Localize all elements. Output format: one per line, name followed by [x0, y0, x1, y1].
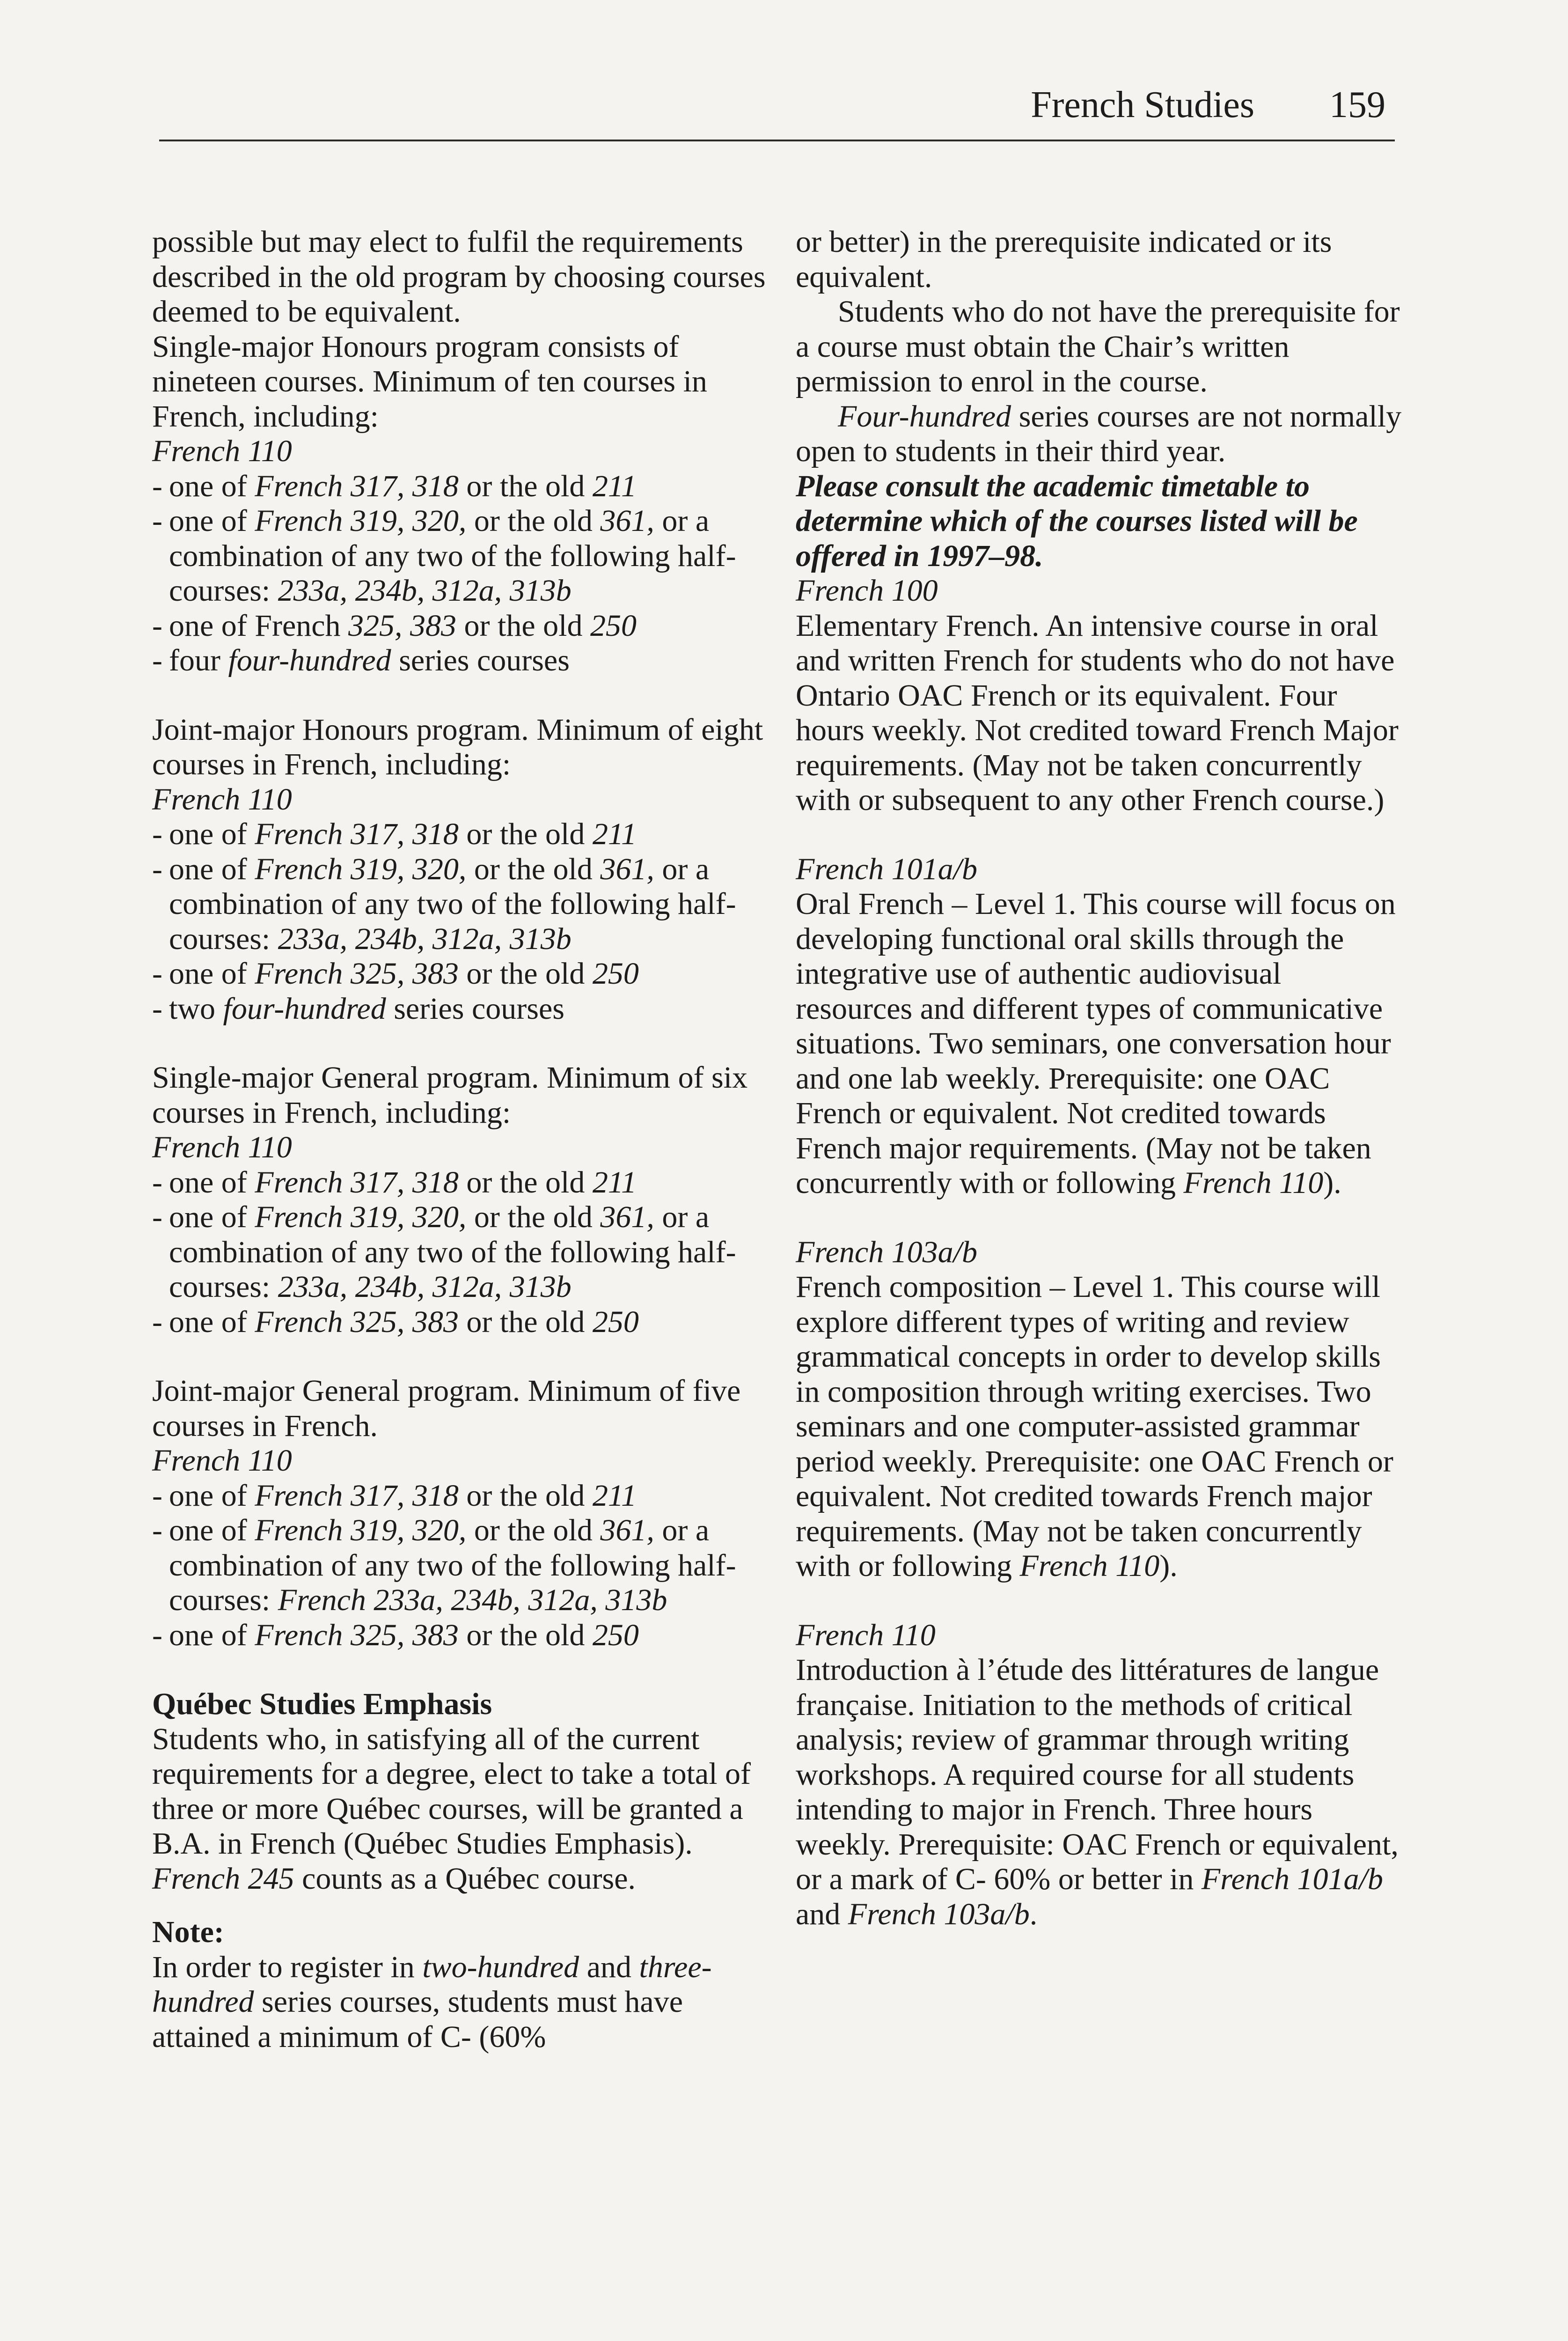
program-intro: Single-major Honours program consists of nineteen courses. Minimum of ten courses in French, including: [152, 329, 707, 434]
note-section [152, 1915, 775, 2054]
running-head: French Studies [1031, 84, 1254, 125]
quebec-paragraph: Students who, in satisfying all of the current requirements for a degree, elect to take a total of three or more Québec courses, will be granted a B.A. in French (Québec Studies Emphasis). French 245 counts as a Québec course. [152, 1722, 751, 1896]
section-heading: Note: [152, 1915, 224, 1949]
course-entry [796, 852, 1404, 1201]
program-first-course: French 110 [152, 1443, 292, 1478]
quebec-section [152, 1687, 775, 1896]
course-code: French 101a/b [796, 852, 977, 886]
course-entry [796, 1235, 1404, 1584]
program-first-course: French 110 [152, 782, 292, 817]
list-item: - one of French 319, 320, or the old 361, or a combination of any two of the following half-courses: French 233a, 234b, 312a, 313b [152, 1513, 775, 1618]
program-intro: Single-major General program. Minimum of six courses in French, including: [152, 1060, 748, 1130]
program-joint-honours [152, 713, 775, 1027]
program-single-honours [152, 330, 775, 678]
requirement-list [152, 1165, 775, 1340]
course-description: French composition – Level 1. This course will explore different types of writing and review grammatical concepts in order to develop skills in composition through writing exercises. Two seminars and one computer-assisted grammar period weekly. Prerequisite: one OAC French or equivalent. Not credited towards French major requirements. (May not be taken concurrently with or following French 110). [796, 1270, 1393, 1583]
list-item: - one of French 317, 318 or the old 211 [152, 1479, 775, 1514]
note-paragraph: Students who do not have the prerequisite for a course must obtain the Chair’s written permission to enrol in the course. [796, 294, 1400, 398]
requirement-list [152, 469, 775, 678]
section-heading: Québec Studies Emphasis [152, 1687, 492, 1721]
continuation-paragraph: possible but may elect to fulfil the requirements described in the old program by choosing courses deemed to be equivalent. [152, 225, 766, 329]
right-column [796, 225, 1404, 1932]
list-item: - one of French 325, 383 or the old 250 [152, 957, 775, 992]
program-intro: Joint-major General program. Minimum of five courses in French. [152, 1374, 741, 1443]
course-code: French 110 [796, 1618, 936, 1652]
list-item: - four four-hundred series courses [152, 643, 775, 678]
program-intro: Joint-major Honours program. Minimum of eight courses in French, including: [152, 712, 763, 781]
list-item: - two four-hundred series courses [152, 992, 775, 1027]
course-description: Oral French – Level 1. This course will focus on developing functional oral skills through the integrative use of authentic audiovisual resources and different types of communicative situations. Two seminars, one conversation hour and one lab weekly. Prerequisite: one OAC French or equivalent. Not credited towards French major requirements. (May not be taken concurrently with or following French 110). [796, 887, 1396, 1200]
list-item: - one of French 319, 320, or the old 361, or a combination of any two of the following half-courses: 233a, 234b, 312a, 313b [152, 1200, 775, 1305]
requirement-list [152, 817, 775, 1026]
left-column [152, 225, 775, 2054]
note-paragraph: Four-hundred series courses are not normally open to students in their third year. [796, 399, 1402, 468]
note-paragraph: In order to register in two-hundred and three-hundred series courses, students must have attained a minimum of C- (60% [152, 1950, 712, 2054]
list-item: - one of French 325, 383 or the old 250 [152, 609, 775, 644]
page-number: 159 [1329, 84, 1385, 125]
program-single-general [152, 1060, 775, 1340]
course-code: French 103a/b [796, 1235, 977, 1269]
requirement-list [152, 1479, 775, 1653]
list-item: - one of French 325, 383 or the old 250 [152, 1618, 775, 1653]
course-description: Introduction à l’étude des littératures de langue française. Initiation to the methods of critical analysis; review of grammar through writing workshops. A required course for all students intending to major in French. Three hours weekly. Prerequisite: OAC French or equivalent, or a mark of C- 60% or better in French 101a/b and French 103a/b. [796, 1653, 1399, 1931]
course-description: Elementary French. An intensive course in oral and written French for students who do not have Ontario OAC French or its equivalent. Four hours weekly. Not credited toward French Major requirements. (May not be taken concurrently with or subsequent to any other French course.) [796, 608, 1399, 817]
list-item: - one of French 319, 320, or the old 361, or a combination of any two of the following half-courses: 233a, 234b, 312a, 313b [152, 852, 775, 957]
course-entry [796, 574, 1404, 818]
list-item: - one of French 325, 383 or the old 250 [152, 1305, 775, 1340]
program-first-course: French 110 [152, 434, 292, 468]
list-item: - one of French 317, 318 or the old 211 [152, 817, 775, 852]
program-first-course: French 110 [152, 1130, 292, 1164]
list-item: - one of French 319, 320, or the old 361, or a combination of any two of the following half-courses: 233a, 234b, 312a, 313b [152, 504, 775, 609]
page-header [159, 79, 1395, 141]
note-continuation: or better) in the prerequisite indicated or its equivalent. [796, 225, 1332, 294]
program-joint-general [152, 1374, 775, 1653]
list-item: - one of French 317, 318 or the old 211 [152, 469, 775, 504]
list-item: - one of French 317, 318 or the old 211 [152, 1165, 775, 1200]
course-entry [796, 1618, 1404, 1932]
course-code: French 100 [796, 574, 938, 608]
timetable-notice: Please consult the academic timetable to determine which of the courses listed will be offered in 1997–98. [796, 469, 1358, 573]
